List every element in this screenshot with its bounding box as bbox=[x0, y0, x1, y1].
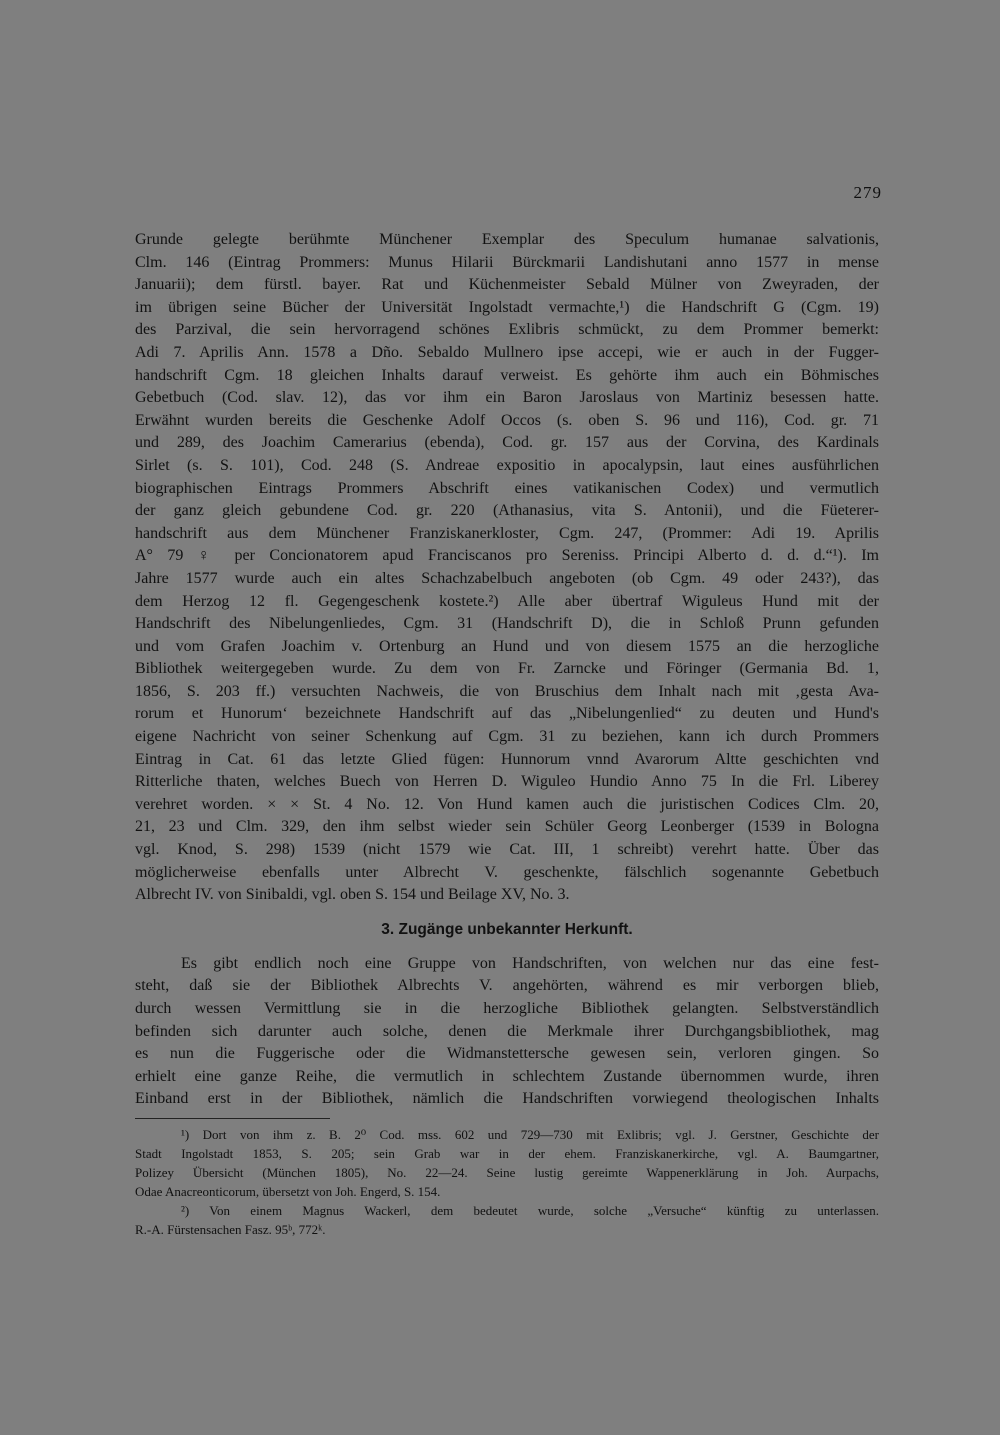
text-line: es nun die Fuggerische oder die Widmanstettersche gewesen sein, verloren gingen. So bbox=[135, 1045, 879, 1063]
footnote-line: R.-A. Fürstensachen Fasz. 95ᵇ, 772ᵏ. bbox=[135, 1221, 326, 1237]
paragraph-1 bbox=[135, 229, 879, 907]
text-line: 1856, S. 203 ff.) versuchten Nachweis, die von Bruschius dem Inhalt nach mit ‚gesta Ava- bbox=[135, 682, 879, 700]
footnote-line: Polizey Übersicht (München 1805), No. 22—24. Seine lustig gereimte Wappenerklärung in Joh. Aurpachs, bbox=[135, 1164, 879, 1180]
text-line: eigene Nachricht von seiner Schenkung auf Cgm. 31 zu beziehen, kann ich durch Prommers bbox=[135, 728, 879, 746]
text-line: und 289, des Joachim Camerarius (ebenda), Cod. gr. 157 aus der Corvina, des Kardinals bbox=[135, 434, 879, 452]
text-line: im übrigen seine Bücher der Universität Ingolstadt vermachte,¹) die Handschrift G (Cgm. 19) bbox=[135, 298, 879, 316]
text-line: möglicherweise ebenfalls unter Albrecht V. geschenkte, fälschlich sogenannte Gebetbuch bbox=[135, 863, 879, 881]
text-line: Handschrift des Nibelungenliedes, Cgm. 31 (Handschrift D), die in Schloß Prunn gefunden bbox=[135, 615, 879, 633]
text-line: dem Herzog 12 fl. Gegengeschenk kostete.²) Alle aber übertraf Wiguleus Hund mit der bbox=[135, 592, 879, 610]
text-line: Ritterliche thaten, welches Buech von Herren D. Wiguleo Hundio Anno 75 In die Frl. Liberey bbox=[135, 773, 879, 791]
text-line: Gebetbuch (Cod. slav. 12), das vor ihm ein Baron Jaroslaus von Martiniz besessen hatte. bbox=[135, 389, 879, 407]
text-line: Jahre 1577 wurde auch ein altes Schachzabelbuch angeboten (ob Cgm. 49 oder 243?), das bbox=[135, 569, 879, 587]
footnote-line: Odae Anacreonticorum, übersetzt von Joh. Engerd, S. 154. bbox=[135, 1183, 441, 1199]
text-line: Erwähnt wurden bereits die Geschenke Adolf Occos (s. oben S. 96 und 116), Cod. gr. 71 bbox=[135, 411, 879, 429]
footnote-line: Stadt Ingolstadt 1853, S. 205; sein Grab war in der ehem. Franziskanerkirche, vgl. A. Baumgartner, bbox=[135, 1145, 879, 1161]
text-line: befinden sich darunter auch solche, denen die Merkmale ihrer Durchgangsbibliothek, mag bbox=[135, 1022, 879, 1040]
footnote-line: ¹) Dort von ihm z. B. 2⁰ Cod. mss. 602 und 729—730 mit Exlibris; vgl. J. Gerstner, Geschichte der bbox=[181, 1126, 879, 1142]
text-line: Clm. 146 (Eintrag Prommers: Munus Hilarii Bürckmarii Landishutani anno 1577 in mense bbox=[135, 253, 879, 271]
paragraph-2 bbox=[135, 953, 879, 1111]
text-line: erhielt eine ganze Reihe, die vermutlich in schlechtem Zustande übernommen wurde, ihren bbox=[135, 1067, 879, 1085]
text-line: Bibliothek weitergegeben wurde. Zu dem von Fr. Zarncke und Föringer (Germania Bd. 1, bbox=[135, 660, 879, 678]
text-body bbox=[135, 229, 879, 1239]
footnotes bbox=[135, 1125, 879, 1239]
text-line: durch wessen Vermittlung sie in die herzogliche Bibliothek gelangten. Selbstverständlich bbox=[135, 1000, 879, 1017]
text-line: rorum et Hunorum‘ bezeichnete Handschrift auf das „Nibelungenlied“ zu deuten und Hund's bbox=[135, 705, 879, 723]
text-line: biographischen Eintrags Prommers Abschrift eines vatikanischen Codex) und vermutlich bbox=[135, 479, 879, 497]
text-line: Eintrag in Cat. 61 das letzte Glied fügen: Hunnorum vnnd Avarorum Altte geschichten vnd bbox=[135, 750, 879, 768]
text-line: des Parzival, die sein hervorragend schönes Exlibris schmückt, zu dem Prommer bemerkt: bbox=[135, 321, 879, 339]
text-line: Es gibt endlich noch eine Gruppe von Handschriften, von welchen nur das eine fest- bbox=[181, 954, 879, 972]
text-line: handschrift Cgm. 18 gleichen Inhalts darauf verweist. Es gehörte ihm auch ein Böhmisches bbox=[135, 366, 879, 384]
footnote-divider bbox=[135, 1118, 330, 1119]
text-line: Albrecht IV. von Sinibaldi, vgl. oben S. 154 und Beilage XV, No. 3. bbox=[135, 886, 570, 904]
text-line: handschrift aus dem Münchener Franziskanerkloster, Cgm. 247, (Prommer: Adi 19. Aprilis bbox=[135, 524, 879, 542]
footnote-line: ²) Von einem Magnus Wackerl, dem bedeutet wurde, solche „Versuche“ künftig zu unterlassen. bbox=[181, 1202, 879, 1218]
text-line: Januarii); dem fürstl. bayer. Rat und Küchenmeister Sebald Mülner von Zweyraden, der bbox=[135, 276, 879, 294]
section-heading: 3. Zugänge unbekannter Herkunft. bbox=[381, 920, 633, 938]
text-line: A° 79 ♀ per Concionatorem apud Franciscanos pro Sereniss. Principi Alberto d. d. d.“¹). Im bbox=[135, 547, 879, 565]
text-line: steht, daß sie der Bibliothek Albrechts V. angehörten, während es mir verborgen blieb, bbox=[135, 977, 879, 995]
text-line: Adi 7. Aprilis Ann. 1578 a Dño. Sebaldo Mullnero ipse accepi, wie er auch in der Fugger- bbox=[135, 343, 879, 361]
text-line: 21, 23 und Clm. 329, den ihm selbst wieder sein Schüler Georg Leonberger (1539 in Bologna bbox=[135, 818, 879, 836]
text-line: Einband erst in der Bibliothek, nämlich die Handschriften vorwiegend theologischen Inhalts bbox=[135, 1090, 879, 1108]
text-line: Sirlet (s. S. 101), Cod. 248 (S. Andreae expositio in apocalypsin, laut eines ausführlichen bbox=[135, 456, 879, 474]
text-line: vgl. Knod, S. 298) 1539 (nicht 1579 wie Cat. III, 1 schreibt) verehrt hatte. Über das bbox=[135, 841, 879, 859]
text-line: und vom Grafen Joachim v. Ortenburg an Hund und von diesem 1575 an die herzogliche bbox=[135, 637, 879, 655]
page-number: 279 bbox=[853, 183, 882, 202]
text-line: Grunde gelegte berühmte Münchener Exemplar des Speculum humanae salvationis, bbox=[135, 231, 879, 248]
text-line: verehret worden. × × St. 4 No. 12. Von Hund kamen auch die juristischen Codices Clm. 20, bbox=[135, 795, 879, 813]
text-line: der ganz gleich gebundene Cod. gr. 220 (Athanasius, vita S. Antonii), und die Füeterer- bbox=[135, 502, 879, 520]
